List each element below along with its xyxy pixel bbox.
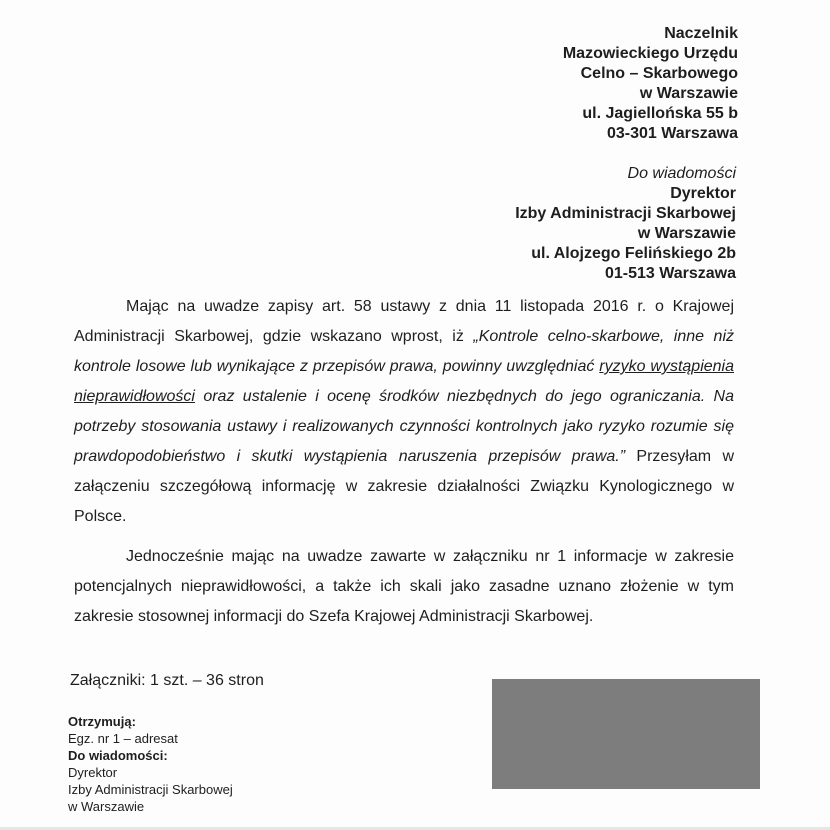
- body-paragraph-1: [74, 292, 734, 532]
- distribution-list: [68, 713, 233, 815]
- recipient-line: Mazowieckiego Urzędu: [562, 45, 738, 62]
- body-p1-quote-underlined: ryzyko wystąpienia nieprawidłowości: [74, 358, 734, 405]
- cc-line: Dyrektor: [670, 185, 736, 202]
- body-p1-quote-b: oraz ustalenie i ocenę środków niezbędnych do jego ograniczania. Na potrzeby stosowania ustawy i realizowanych czynności kontrolnych jako ryzyko rozumie się prawdopodobieństwo i skutki wystąpienia naruszenia przepisów prawa.”: [74, 388, 734, 465]
- recipient-line: 03-301 Warszawa: [606, 125, 738, 142]
- recipient-address: [563, 24, 738, 144]
- distribution-cc-line: Izby Administracji Skarbowej: [68, 782, 233, 797]
- body-paragraph-2: Jednocześnie mając na uwadze zawarte w załączniku nr 1 informacje w zakresie potencjalnych nieprawidłowości, a także ich skali jako zasadne uznano złożenie w tym zakresie stosownej informacji do Szefa Krajowej Administracji Skarbowej.: [74, 548, 734, 625]
- distribution-cc-line: w Warszawie: [68, 799, 145, 814]
- body-p1-end: Przesyłam w załączeniu szczegółową informację w zakresie działalności Związku Kynologicznego w Polsce.: [74, 448, 735, 525]
- distribution-cc-line: Dyrektor: [68, 765, 118, 780]
- cc-line: w Warszawie: [637, 225, 736, 242]
- body-p1-quote-a: „Kontrole celno-skarbowe, inne niż kontrole losowe lub wynikające z przepisów prawa, powinny uwzględniać: [74, 328, 735, 375]
- cc-line: ul. Alojzego Felińskiego 2b: [531, 245, 736, 262]
- recipient-line: Celno – Skarbowego: [580, 65, 738, 82]
- cc-address: [515, 164, 736, 284]
- letter-body: [74, 292, 734, 642]
- recipient-line: w Warszawie: [639, 85, 738, 102]
- cc-line: Izby Administracji Skarbowej: [515, 205, 736, 222]
- recipient-line: Naczelnik: [664, 25, 738, 42]
- cc-title: Do wiadomości: [627, 165, 736, 182]
- received-label: Otrzymują:: [68, 714, 136, 729]
- cc-line: 01-513 Warszawa: [604, 265, 736, 282]
- received-line: Egz. nr 1 – adresat: [68, 731, 178, 746]
- recipient-line: ul. Jagiellońska 55 b: [582, 105, 738, 122]
- attachments-line: Załączniki: 1 szt. – 36 stron: [70, 672, 264, 689]
- distribution-cc-label: Do wiadomości:: [68, 748, 168, 763]
- body-p1-intro: Mając na uwadze zapisy art. 58 ustawy z dnia 11 listopada 2016 r. o Krajowej Administracji Skarbowej, gdzie wskazano wprost, iż: [74, 298, 734, 345]
- redacted-signature-block: [492, 679, 760, 789]
